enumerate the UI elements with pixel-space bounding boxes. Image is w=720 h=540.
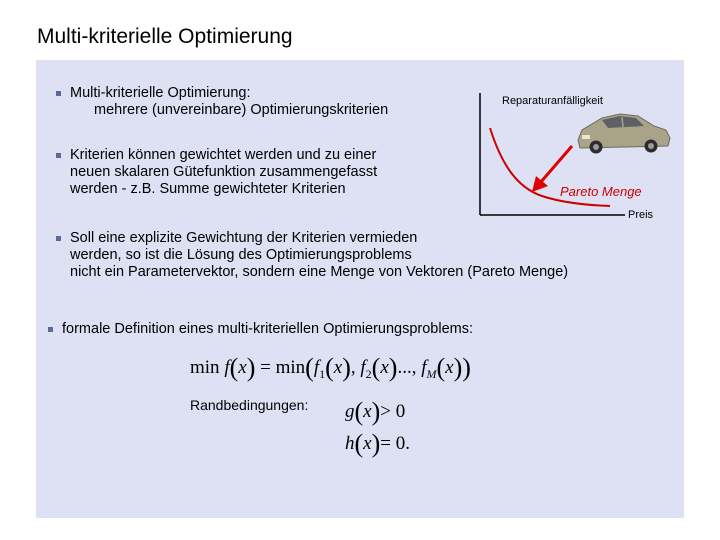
objective-formula: $\min f(x) = \min(f_1(x)$, $f_2(x)$..., $f_M(x)$) [190,353,471,382]
symbol-f1: f [313,357,320,378]
y-axis-label: Reparaturanfälligkeit [502,95,603,107]
pareto-graph [470,88,684,228]
symbol-h: h [345,433,355,454]
bullet-2 [70,147,377,198]
bullet-marker [48,327,53,332]
bullet-3-line-3: nicht ein Parametervektor, sondern eine Menge von Vektoren (Pareto Menge) [70,264,569,280]
bullet-2-line-1: Kriterien können gewichtet werden und zu einer [70,147,377,163]
bullet-marker [56,236,61,241]
symbol-f: f [224,357,230,378]
constraint-g: g(x)> 0 [345,397,406,426]
bullet-marker [56,91,61,96]
direction-arrow [540,146,572,183]
bullet-4-line-1: formale Definition eines multi-kriteriellen Optimierungsproblems: [62,321,473,337]
constraints-label: Randbedingungen: [190,397,309,413]
bullet-3-line-2: werden, so ist die Lösung des Optimierungsproblems [70,247,412,263]
subscript-1: 1 [319,367,326,381]
symbol-x: x [238,357,247,378]
bullet-3 [70,230,568,281]
x-axis-label: Preis [628,209,654,221]
bullet-3-line-1: Soll eine explizite Gewichtung der Kriterien vermieden [70,230,418,246]
ellipsis: ..., [397,357,417,378]
slide-title: Multi-kriterielle Optimierung [37,25,293,48]
equals-zero: = 0. [380,433,410,454]
subscript-2: 2 [365,367,372,381]
min-operator-2: min [275,357,306,378]
bullet-2-line-2: neuen skalaren Gütefunktion zusammengefasst [70,164,378,180]
bullet-1-line-1: Multi-kriterielle Optimierung: [70,85,251,101]
min-operator: min [190,357,220,378]
bullet-1 [70,85,388,119]
equals-sign: = [260,357,271,378]
bullet-4 [62,321,473,338]
symbol-fM: f [421,357,427,378]
symbol-f2: f [360,357,366,378]
subscript-M: M [426,367,437,381]
greater-than-zero: > 0 [380,401,406,422]
bullet-marker [56,153,61,158]
symbol-g: g [345,401,355,422]
constraint-h: h(x)= 0. [345,429,410,458]
car-icon [578,114,670,154]
bullet-1-line-2: mehrere (unvereinbare) Optimierungskriterien [94,102,389,118]
bullet-2-line-3: werden - z.B. Summe gewichteter Kriterien [70,181,346,197]
pareto-set-label: Pareto Menge [560,184,642,199]
